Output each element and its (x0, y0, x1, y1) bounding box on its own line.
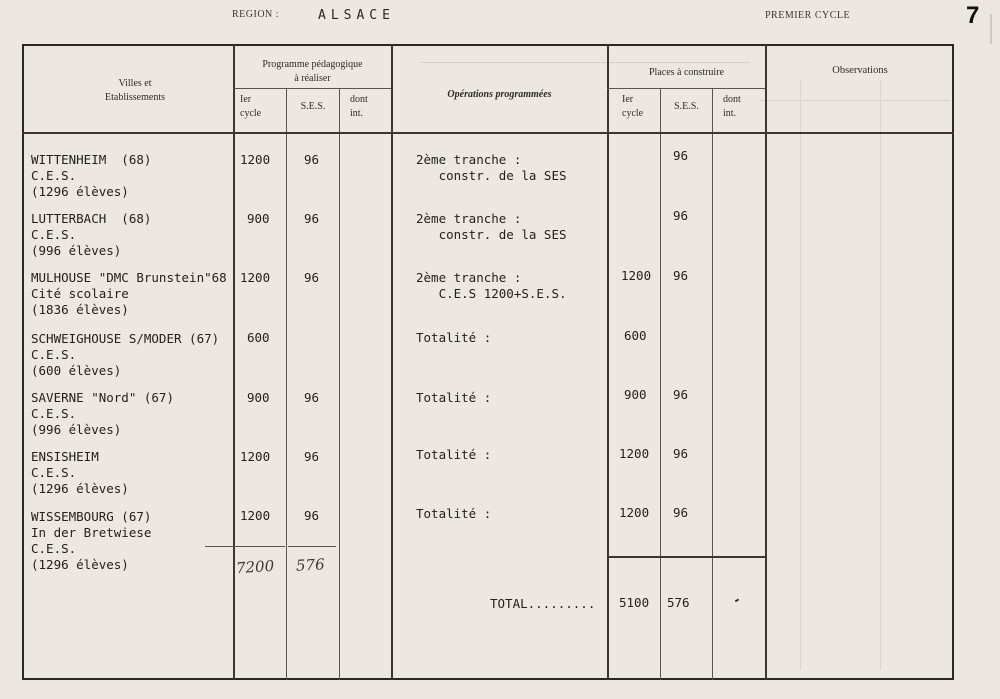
col-header-places-dont: dont int. (723, 94, 741, 119)
table-row-places-ier: 1200 (619, 446, 650, 461)
table-row-operation: 2ème tranche : constr. de la SES (416, 211, 567, 242)
hand-underline (205, 546, 285, 547)
table-row-ville: SCHWEIGHOUSE S/MODER (67) C.E.S. (600 élèves) (31, 331, 220, 378)
col-header-places: Places à construire (649, 67, 724, 78)
table-row-places-ses: 96 (673, 387, 689, 402)
table-row-operation: Totalité : (416, 447, 492, 462)
handwritten-total-prog-ses: 576 (295, 555, 326, 575)
table-row-ville: MULHOUSE "DMC Brunstein"68 Cité scolaire (1836 élèves) (31, 270, 227, 317)
region-label: REGION : (232, 9, 280, 20)
subheader-divider (607, 88, 765, 89)
col-header-observations: Observations (832, 65, 888, 76)
table-row-prog-ses: 96 (304, 152, 320, 167)
total-label: TOTAL......... (490, 596, 596, 611)
table-row-prog-ses: 96 (304, 508, 320, 523)
table-row-prog-ses: 96 (304, 270, 320, 285)
col-divider (660, 88, 661, 680)
col-divider (712, 88, 713, 680)
col-header-places-ses: S.E.S. (674, 101, 699, 112)
col-header-operations: Opérations programmées (447, 89, 552, 100)
total-divider (607, 556, 765, 558)
col-header-places-ier: Ier cycle (622, 94, 644, 119)
table-row-places-ier: 600 (624, 328, 647, 343)
table-row-places-ses: 96 (673, 268, 689, 283)
table-row-places-ses: 96 (673, 148, 689, 163)
cycle-label: PREMIER CYCLE (765, 10, 851, 21)
table-row-prog-ier: 900 (247, 211, 270, 226)
region-value: ALSACE (318, 8, 395, 23)
table-row-ville: ENSISHEIM C.E.S. (1296 élèves) (31, 449, 129, 496)
table-row-prog-ier: 1200 (240, 270, 271, 285)
table-row-places-ier: 1200 (619, 505, 650, 520)
col-divider (391, 44, 393, 680)
table-row-places-ier: 1200 (621, 268, 652, 283)
col-header-villes: Villes et Etablissements (105, 78, 165, 103)
table-row-prog-ses: 96 (304, 449, 320, 464)
table-row-prog-ier: 1200 (240, 449, 271, 464)
col-header-prog-ses: S.E.S. (300, 101, 326, 112)
table-row-prog-ier: 900 (247, 390, 270, 405)
col-header-prog-dont: dont int. (350, 94, 368, 119)
table-row-places-ier: 900 (624, 387, 647, 402)
table-row-operation: 2ème tranche : constr. de la SES (416, 152, 567, 183)
table-row-ville: WITTENHEIM (68) C.E.S. (1296 élèves) (31, 152, 152, 199)
bleed-mark (990, 14, 1000, 44)
col-divider (286, 88, 287, 680)
col-header-programme: Programme pédagogique à réaliser (262, 59, 363, 84)
table-row-ville: WISSEMBOURG (67) In der Bretwiese C.E.S. (1296 élèves) (31, 509, 152, 572)
col-header-prog-ier: Ier cycle (240, 94, 262, 119)
total-places-ier: 5100 (619, 595, 650, 610)
table-row-prog-ier: 1200 (240, 152, 271, 167)
table-row-operation: Totalité : (416, 330, 492, 345)
col-divider (233, 44, 235, 680)
table-row-places-ses: 96 (673, 505, 689, 520)
handwritten-total-prog-ier: 7200 (235, 556, 275, 578)
header-bottom-line (22, 132, 954, 134)
col-divider (607, 44, 609, 680)
total-check-mark: - (729, 591, 744, 608)
table-row-ville: SAVERNE "Nord" (67) C.E.S. (996 élèves) (31, 390, 174, 437)
table-row-ville: LUTTERBACH (68) C.E.S. (996 élèves) (31, 211, 152, 258)
col-divider (765, 44, 767, 680)
table-row-places-ses: 96 (673, 446, 689, 461)
table-row-operation: 2ème tranche : C.E.S 1200+S.E.S. (416, 270, 567, 301)
table-row-prog-ier: 1200 (240, 508, 271, 523)
table-row-operation: Totalité : (416, 390, 492, 405)
table-row-operation: Totalité : (416, 506, 492, 521)
col-divider (339, 88, 340, 680)
table-row-prog-ier: 600 (247, 330, 270, 345)
table-row-prog-ses: 96 (304, 211, 320, 226)
table-row-prog-ses: 96 (304, 390, 320, 405)
total-places-ses: 576 (667, 595, 690, 610)
page-number: 7 (966, 2, 980, 29)
hand-underline (288, 546, 336, 547)
subheader-divider (233, 88, 391, 89)
table-row-places-ses: 96 (673, 208, 689, 223)
